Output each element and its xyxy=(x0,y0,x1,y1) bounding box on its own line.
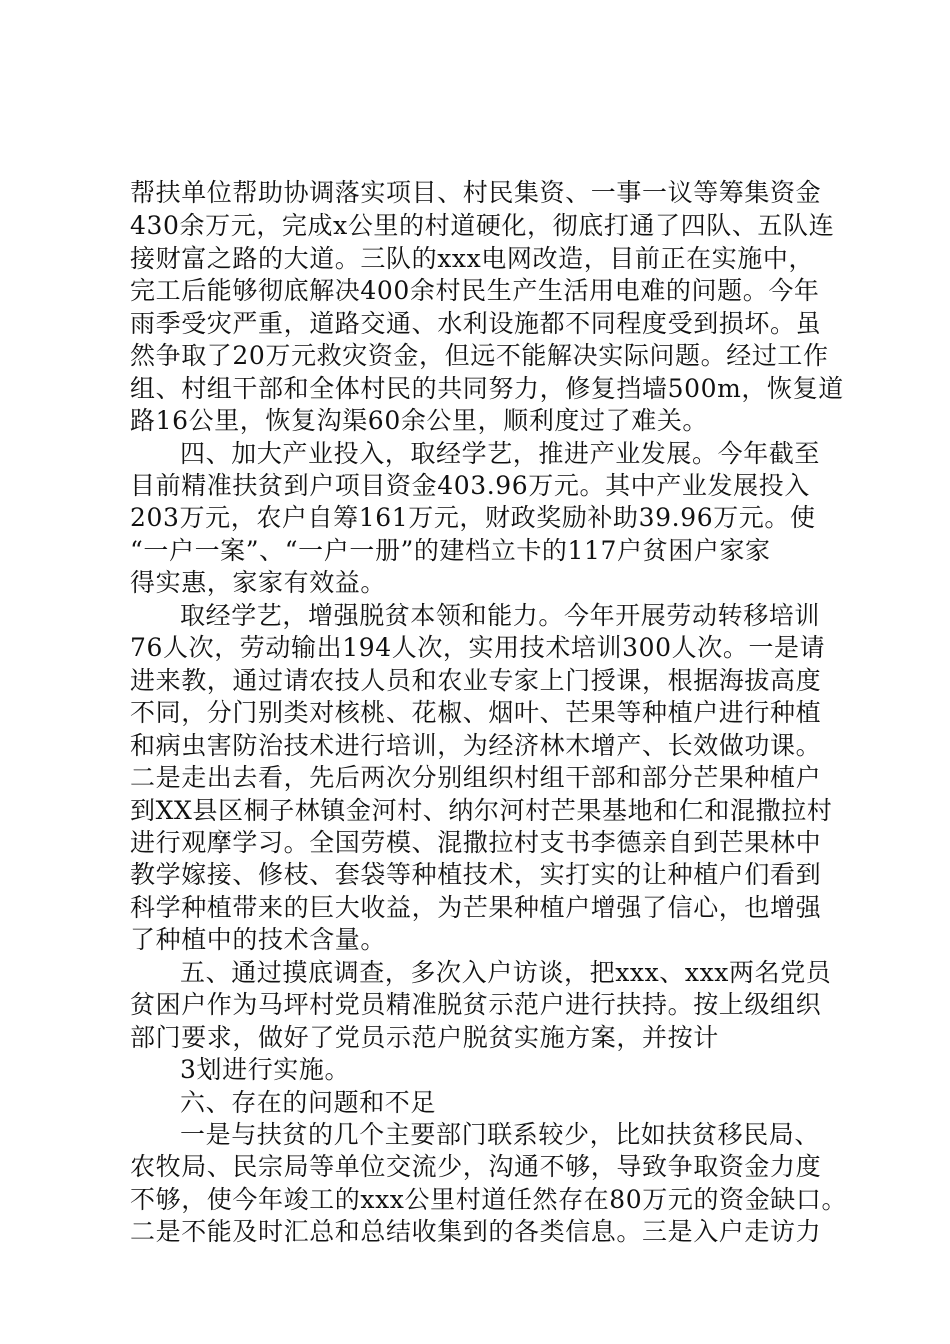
text-line: 二是走出去看，先后两次分别组织村组干部和部分芒果种植户 xyxy=(130,763,822,792)
text-line: 不同，分门别类对核桃、花椒、烟叶、芒果等种植户进行种植 xyxy=(130,698,822,727)
text-line: 组、村组干部和全体村民的共同努力，修复挡墙500m，恢复道 xyxy=(130,374,844,403)
text-line: 76人次，劳动输出194人次，实用技术培训300人次。一是请 xyxy=(130,633,826,662)
text-line: 203万元，农户自筹161万元，财政奖励补助39.96万元。使 xyxy=(130,503,816,532)
section-heading: 六、存在的问题和不足 xyxy=(180,1088,437,1117)
text-line: 然争取了20万元救灾资金，但远不能解决实际问题。经过工作 xyxy=(130,341,829,370)
text-line: 430余万元，完成x公里的村道硬化，彻底打通了四队、五队连 xyxy=(130,211,835,240)
text-line: 路16公里，恢复沟渠60余公里，顺利度过了难关。 xyxy=(130,406,709,435)
text-line: “一户一案”、“一户一册”的建档立卡的117户贫困户家家 xyxy=(130,536,771,565)
text-line: 农牧局、民宗局等单位交流少，沟通不够，导致争取资金力度 xyxy=(130,1152,822,1181)
paragraph-start-line: 五、通过摸底调查，多次入户访谈，把xxx、xxx两名党员 xyxy=(180,958,832,987)
text-line: 3划进行实施。 xyxy=(180,1055,351,1084)
text-line: 接财富之路的大道。三队的xxx电网改造，目前正在实施中， xyxy=(130,244,815,273)
text-line: 和病虫害防治技术进行培训，为经济林木增产、长效做功课。 xyxy=(130,731,822,760)
text-line: 到XX县区桐子林镇金河村、纳尔河村芒果基地和仁和混撒拉村 xyxy=(130,796,833,825)
text-line: 贫困户作为马坪村党员精准脱贫示范户进行扶持。按上级组织 xyxy=(130,990,822,1019)
text-line: 了种植中的技术含量。 xyxy=(130,925,387,954)
text-line: 雨季受灾严重，道路交通、水利设施都不同程度受到损坏。虽 xyxy=(130,309,822,338)
text-line: 进行观摩学习。全国劳模、混撒拉村支书李德亲自到芒果林中 xyxy=(130,828,822,857)
paragraph-start-line: 四、加大产业投入，取经学艺，推进产业发展。今年截至 xyxy=(180,439,821,468)
text-line: 二是不能及时汇总和总结收集到的各类信息。三是入户走访力 xyxy=(130,1217,822,1246)
text-line: 部门要求，做好了党员示范户脱贫实施方案，并按计 xyxy=(130,1023,719,1052)
paragraph-start-line: 取经学艺，增强脱贫本领和能力。今年开展劳动转移培训 xyxy=(180,601,821,630)
text-line: 不够，使今年竣工的xxx公里村道任然存在80万元的资金缺口。 xyxy=(130,1185,848,1214)
text-line: 完工后能够彻底解决400余村民生产生活用电难的问题。今年 xyxy=(130,276,820,305)
text-line: 教学嫁接、修枝、套袋等种植技术，实打实的让种植户们看到 xyxy=(130,860,822,889)
text-line: 科学种植带来的巨大收益，为芒果种植户增强了信心，也增强 xyxy=(130,893,822,922)
text-line: 进来教，通过请农技人员和农业专家上门授课，根据海拔高度 xyxy=(130,666,822,695)
text-line: 帮扶单位帮助协调落实项目、村民集资、一事一议等筹集资金 xyxy=(130,178,822,207)
text-line: 目前精准扶贫到户项目资金403.96万元。其中产业发展投入 xyxy=(130,471,810,500)
text-line: 得实惠，家家有效益。 xyxy=(130,568,387,597)
paragraph-start-line: 一是与扶贫的几个主要部门联系较少，比如扶贫移民局、 xyxy=(180,1120,821,1149)
